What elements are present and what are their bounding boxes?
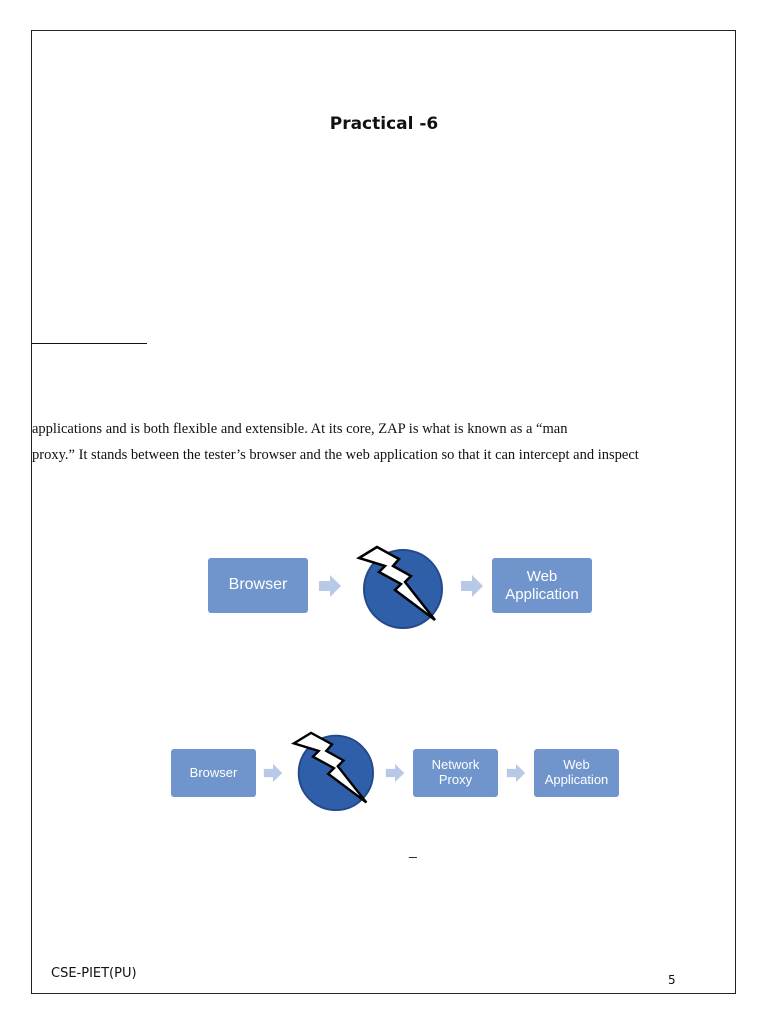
page-border	[31, 30, 736, 994]
body-text-line-2: proxy.” It stands between the tester’s browser and the web application so that it can intercept and inspect	[32, 447, 639, 463]
web-application-label: Web Application	[505, 568, 579, 603]
browser-box	[171, 749, 256, 797]
browser-box	[208, 558, 308, 613]
horizontal-rule	[32, 343, 147, 344]
network-proxy-box	[413, 749, 498, 797]
page-number: 5	[668, 973, 676, 987]
arrow-right-icon	[318, 574, 342, 598]
web-application-label: Web Application	[544, 757, 609, 787]
body-text-line-1: applications and is both flexible and extensible. At its core, ZAP is what is known as a “man	[32, 421, 568, 437]
page-title: Practical -6	[329, 114, 439, 134]
dash-mark: _	[409, 842, 417, 858]
arrow-right-icon	[263, 763, 283, 783]
web-application-box	[534, 749, 619, 797]
arrow-right-icon	[385, 763, 405, 783]
arrow-right-icon	[506, 763, 526, 783]
browser-label: Browser	[228, 576, 288, 594]
arrow-right-icon	[460, 574, 484, 598]
zap-lightning-logo-icon	[355, 544, 445, 630]
web-application-box	[492, 558, 592, 613]
zap-lightning-logo-icon	[290, 730, 376, 812]
footer-institution: CSE-PIET(PU)	[51, 966, 137, 981]
browser-label: Browser	[189, 764, 238, 780]
network-proxy-label: Network Proxy	[431, 757, 480, 787]
